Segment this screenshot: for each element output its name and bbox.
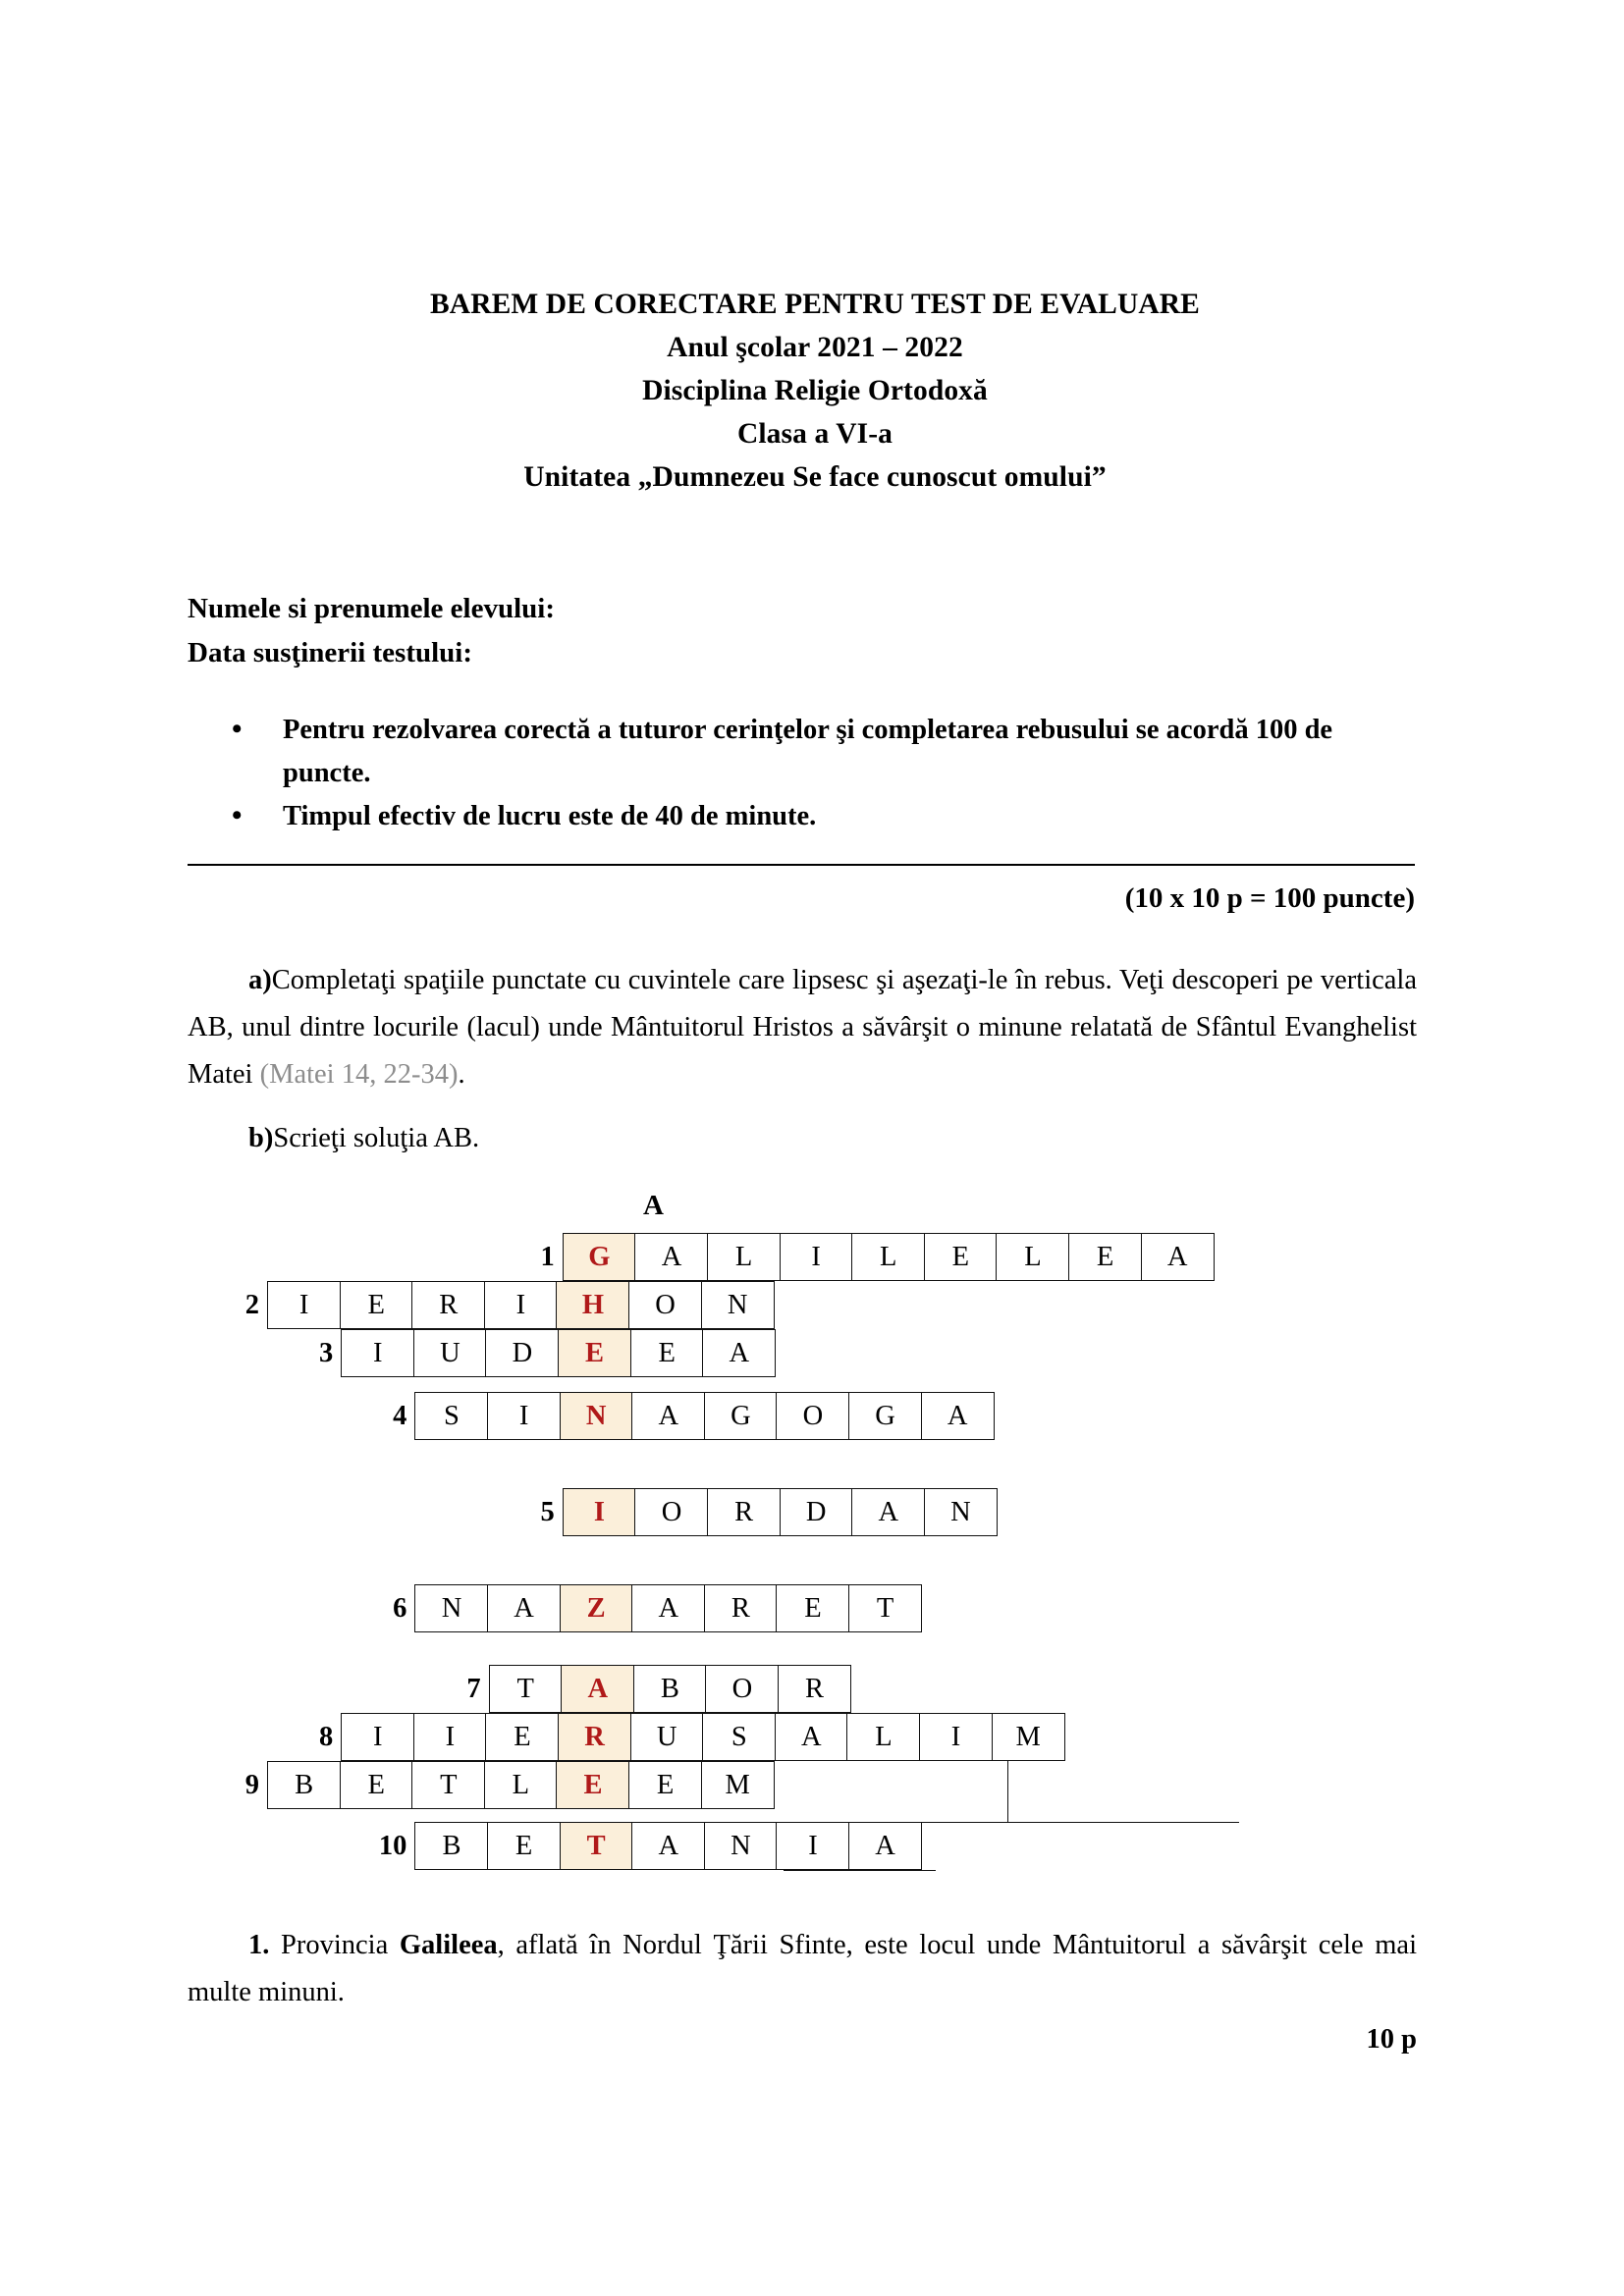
crossword-cell[interactable]: E	[776, 1584, 849, 1632]
crossword-row	[489, 1665, 852, 1713]
crossword-row	[267, 1281, 775, 1329]
task-a-marker: a)	[248, 965, 272, 995]
crossword-cell[interactable]: I	[487, 1392, 561, 1440]
header-school-year: Anul şcolar 2021 – 2022	[667, 332, 963, 363]
crossword-cell[interactable]: A	[631, 1822, 705, 1870]
crossword-cell[interactable]: B	[633, 1665, 707, 1713]
crossword-row	[563, 1488, 998, 1536]
crossword-cell[interactable]: O	[705, 1665, 779, 1713]
test-date-label: Data susţinerii testului:	[188, 636, 472, 668]
answer-1-text-after: , aflată în Nordul Ţării Sfinte, este locul unde Mântuitorul a săvârşit cele mai multe minuni.	[188, 1930, 1417, 2007]
crossword-cell[interactable]: S	[414, 1392, 488, 1440]
crossword-row	[414, 1584, 922, 1632]
crossword-cell[interactable]: E	[1068, 1233, 1142, 1281]
crossword-grid-rule	[1007, 1761, 1008, 1822]
crossword-cell[interactable]: N	[701, 1281, 775, 1329]
crossword-grid-rule	[784, 1822, 1009, 1823]
crossword-row-number: 10	[378, 1831, 407, 1861]
crossword-cell-solution[interactable]: T	[560, 1822, 633, 1870]
header-class: Clasa a VI-a	[736, 418, 893, 450]
student-name-label: Numele si prenumele elevului:	[188, 593, 556, 624]
crossword-cell-solution[interactable]: E	[558, 1329, 631, 1377]
crossword-cell[interactable]: S	[702, 1713, 776, 1761]
crossword-cell[interactable]: R	[411, 1281, 485, 1329]
crossword-row	[563, 1233, 1215, 1281]
crossword-cell[interactable]: L	[851, 1233, 925, 1281]
crossword-cell[interactable]: A	[631, 1584, 705, 1632]
crossword-row	[414, 1392, 994, 1440]
list-item: • Timpul efectiv de lucru este de 40 de minute.	[283, 795, 1395, 838]
section-divider	[188, 864, 1415, 866]
header-title: BAREM DE CORECTARE PENTRU TEST DE EVALUARE	[430, 289, 1200, 320]
crossword-row	[341, 1329, 776, 1377]
crossword-cell[interactable]: G	[848, 1392, 922, 1440]
task-b-marker: b)	[248, 1123, 274, 1153]
axis-label-a: A	[643, 1190, 664, 1221]
crossword-cell[interactable]: L	[996, 1233, 1069, 1281]
instructions-list	[188, 709, 1395, 838]
crossword-row-number: 7	[466, 1674, 481, 1704]
header-subject: Disciplina Religie Ortodoxă	[642, 375, 988, 406]
crossword-row-number: 5	[540, 1497, 555, 1527]
crossword-cell[interactable]: U	[413, 1329, 487, 1377]
crossword-cell[interactable]: D	[485, 1329, 559, 1377]
student-identity-block	[188, 587, 1366, 674]
crossword-cell[interactable]: L	[707, 1233, 781, 1281]
crossword-cell-solution[interactable]: A	[561, 1665, 634, 1713]
answer-1-keyword: Galileea	[399, 1930, 498, 1960]
crossword-row-number: 9	[244, 1770, 259, 1800]
crossword-row-number: 4	[393, 1401, 407, 1431]
crossword-cell[interactable]: A	[848, 1822, 922, 1870]
crossword-cell[interactable]: I	[780, 1233, 853, 1281]
crossword-cell[interactable]: A	[921, 1392, 995, 1440]
task-b-text: Scrieţi soluţia AB.	[273, 1123, 480, 1153]
crossword-row	[341, 1713, 1065, 1761]
crossword-cell-solution[interactable]: Z	[560, 1584, 633, 1632]
crossword-cell-solution[interactable]: H	[556, 1281, 629, 1329]
crossword-cell[interactable]: L	[846, 1713, 920, 1761]
crossword-cell[interactable]: I	[341, 1329, 414, 1377]
crossword-cell[interactable]: A	[487, 1584, 561, 1632]
crossword-row-number: 2	[244, 1290, 259, 1320]
answer-1-text-before: Provincia	[269, 1930, 400, 1960]
crossword-cell[interactable]: T	[848, 1584, 922, 1632]
crossword-cell[interactable]: I	[919, 1713, 993, 1761]
task-a-text-end: .	[458, 1059, 465, 1090]
crossword-cell[interactable]: N	[414, 1584, 488, 1632]
crossword-cell[interactable]: A	[775, 1713, 848, 1761]
total-points-note: (10 x 10 p = 100 puncte)	[1124, 882, 1415, 914]
answer-1-paragraph	[188, 1922, 1417, 2063]
crossword-cell[interactable]: I	[341, 1713, 414, 1761]
list-item: • Pentru rezolvarea corectă a tuturor cerinţelor şi completarea rebusului se acordă 100 de puncte.	[283, 709, 1395, 795]
crossword-grid-rule	[1008, 1822, 1239, 1823]
crossword-cell[interactable]: I	[413, 1713, 487, 1761]
crossword-cell[interactable]: D	[780, 1488, 853, 1536]
crossword-cell[interactable]: E	[485, 1713, 559, 1761]
crossword-cell[interactable]: N	[704, 1822, 778, 1870]
crossword-cell[interactable]: B	[414, 1822, 488, 1870]
crossword-cell[interactable]: E	[630, 1329, 704, 1377]
crossword-cell-solution[interactable]: R	[558, 1713, 631, 1761]
crossword-cell-solution[interactable]: N	[560, 1392, 633, 1440]
answer-1-points: 10 p	[1366, 2024, 1417, 2055]
crossword-cell[interactable]: A	[1141, 1233, 1215, 1281]
crossword-cell[interactable]: R	[704, 1584, 778, 1632]
crossword-cell[interactable]: L	[484, 1761, 558, 1809]
crossword-cell[interactable]: M	[992, 1713, 1065, 1761]
crossword-cell[interactable]: O	[628, 1281, 702, 1329]
crossword-cell-solution[interactable]: E	[556, 1761, 629, 1809]
crossword-row	[414, 1822, 922, 1870]
crossword-cell[interactable]: I	[776, 1822, 849, 1870]
crossword-row	[267, 1761, 775, 1809]
crossword-row-number: 1	[540, 1242, 555, 1272]
crossword-cell[interactable]: E	[340, 1761, 413, 1809]
task-a-paragraph	[188, 957, 1417, 1098]
crossword-cell[interactable]: G	[704, 1392, 778, 1440]
crossword-cell[interactable]: T	[411, 1761, 485, 1809]
crossword-cell[interactable]: O	[776, 1392, 849, 1440]
answer-1-number: 1.	[248, 1930, 270, 1960]
crossword-cell[interactable]: R	[778, 1665, 851, 1713]
crossword-grid-rule	[784, 1870, 936, 1871]
task-b-paragraph	[188, 1117, 1417, 1160]
crossword-cell-solution[interactable]: G	[563, 1233, 636, 1281]
header-unit: Unitatea „Dumnezeu Se face cunoscut omului”	[523, 461, 1107, 493]
crossword-cell[interactable]: A	[851, 1488, 925, 1536]
crossword-cell[interactable]: E	[628, 1761, 702, 1809]
document-header	[187, 283, 1443, 499]
instructions-block	[188, 709, 1395, 838]
crossword-cell[interactable]: M	[701, 1761, 775, 1809]
crossword-cell-solution[interactable]: I	[563, 1488, 636, 1536]
crossword-cell[interactable]: E	[487, 1822, 561, 1870]
crossword-row-number: 3	[318, 1338, 334, 1368]
crossword-cell[interactable]: N	[924, 1488, 998, 1536]
crossword-cell[interactable]: E	[924, 1233, 998, 1281]
crossword-row-number: 6	[393, 1593, 407, 1624]
crossword-cell[interactable]: O	[634, 1488, 708, 1536]
crossword-cell[interactable]: A	[631, 1392, 705, 1440]
crossword-cell[interactable]: B	[267, 1761, 341, 1809]
crossword-row-number: 8	[318, 1722, 334, 1752]
crossword-cell[interactable]: I	[484, 1281, 558, 1329]
crossword-cell[interactable]: T	[489, 1665, 563, 1713]
crossword-cell[interactable]: R	[707, 1488, 781, 1536]
task-a-text: Completaţi spaţiile punctate cu cuvintele care lipsesc şi aşezaţi-le în rebus. Veţi descoperi pe verticala AB, unul dintre locurile (lacul) unde Mântuitorul Hristos a săvârşit o minune relatată de Sfântul Evanghelist Matei	[188, 965, 1417, 1090]
bible-reference: (Matei 14, 22-34)	[259, 1059, 459, 1090]
crossword-cell[interactable]: A	[634, 1233, 708, 1281]
crossword-cell[interactable]: U	[630, 1713, 704, 1761]
crossword-cell[interactable]: A	[702, 1329, 776, 1377]
crossword-cell[interactable]: E	[340, 1281, 413, 1329]
crossword-cell[interactable]: I	[267, 1281, 341, 1329]
